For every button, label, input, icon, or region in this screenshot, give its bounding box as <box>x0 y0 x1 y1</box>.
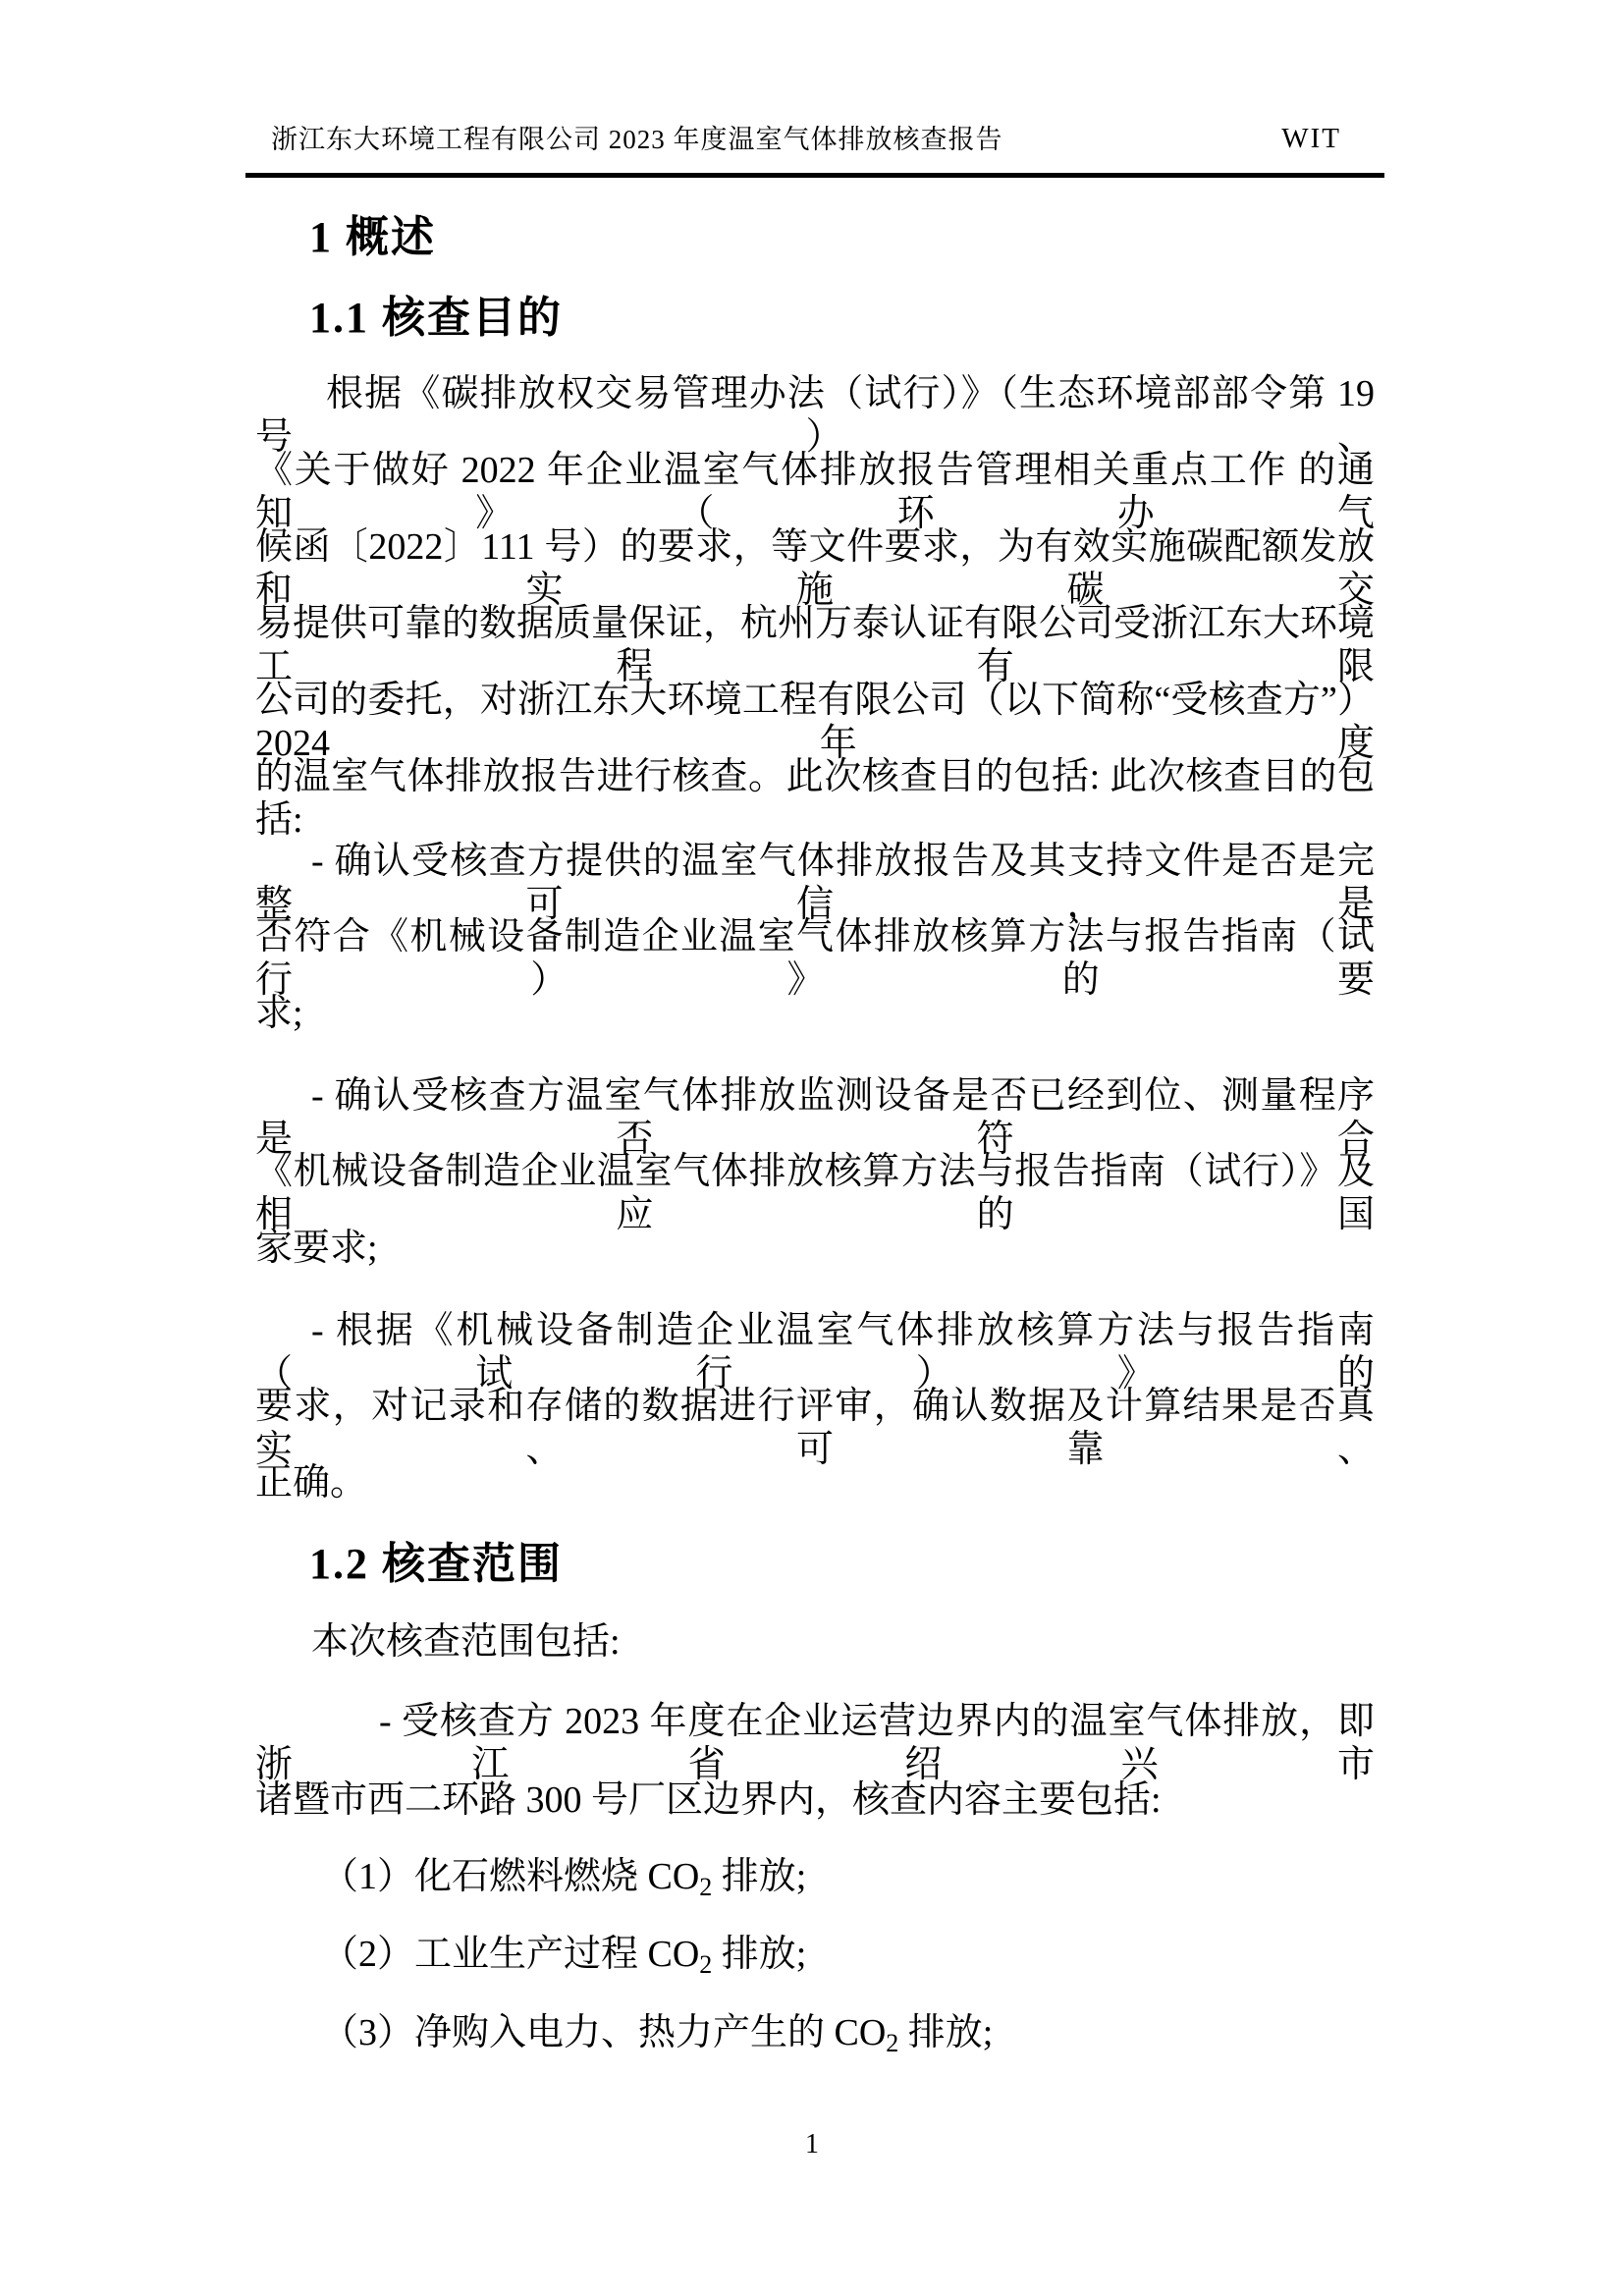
section-heading-1: 1 概述 <box>309 213 436 261</box>
paragraph-line: 否符合《机械设备制造企业温室气体排放核算方法与报告指南（试行）》的要 <box>255 916 1375 1001</box>
list-item-text: 排放; <box>898 2012 994 2053</box>
paragraph-line: 本次核查范围包括: <box>311 1621 621 1663</box>
co2-subscript: 2 <box>699 1873 713 1901</box>
list-item <box>255 2012 1375 2056</box>
paragraph-line: - 受核查方 2023 年度在企业运营边界内的温室气体排放，即浙江省绍兴市 <box>255 1701 1375 1785</box>
paragraph-line: 公司的委托，对浙江东大环境工程有限公司（以下简称“受核查方”）2024 年度 <box>255 680 1375 764</box>
co2-subscript: 2 <box>699 1950 713 1979</box>
list-item-text: 排放; <box>712 1934 807 1975</box>
paragraph-line: 要求，对记录和存储的数据进行评审，确认数据及计算结果是否真实、可靠、 <box>255 1386 1375 1470</box>
paragraph-line: 求; <box>255 993 303 1034</box>
paragraph-line: 正确。 <box>255 1462 368 1503</box>
section-heading-1-2: 1.2 核查范围 <box>309 1540 563 1588</box>
header-title: 浙江东大环境工程有限公司 2023 年度温室气体排放核查报告 <box>271 125 1003 155</box>
paragraph-line: - 确认受核查方提供的温室气体排放报告及其支持文件是否是完整可信，是 <box>255 841 1375 925</box>
page-header <box>245 124 1384 155</box>
paragraph-line: 的温室气体排放报告进行核查。此次核查目的包括: 此次核查目的包括: <box>255 756 1375 841</box>
list-item-text: （3）净购入电力、热力产生的 CO <box>321 2012 887 2053</box>
list-item-text: （2）工业生产过程 CO <box>321 1934 700 1975</box>
header-logo: WIT <box>1281 123 1341 154</box>
paragraph-line: 易提供可靠的数据质量保证，杭州万泰认证有限公司受浙江东大环境工程有限 <box>255 603 1376 687</box>
paragraph-line: - 根据《机械设备制造企业温室气体排放核算方法与报告指南（试行）》的 <box>255 1310 1375 1394</box>
page-number: 1 <box>805 2129 819 2159</box>
paragraph-line: - 确认受核查方温室气体排放监测设备是否已经到位、测量程序是否符合 <box>255 1075 1375 1160</box>
section-heading-1-1: 1.1 核查目的 <box>309 294 563 342</box>
list-item-text: 排放; <box>712 1856 807 1897</box>
list-item <box>255 1856 1375 1900</box>
co2-subscript: 2 <box>886 2029 899 2057</box>
paragraph-line: 根据《碳排放权交易管理办法（试行）》（生态环境部部令第 19 号）、 <box>255 373 1375 458</box>
header-rule <box>245 173 1384 178</box>
paragraph-line: 《机械设备制造企业温室气体排放核算方法与报告指南（试行）》及相应的国 <box>255 1151 1375 1235</box>
list-item <box>255 1934 1375 1978</box>
paragraph-line: 《关于做好 2022 年企业温室气体排放报告管理相关重点工作 的通知》（环办气 <box>255 450 1375 534</box>
paragraph-line: 诸暨市西二环路 300 号厂区边界内，核查内容主要包括: <box>255 1779 1162 1821</box>
list-item-text: （1）化石燃料燃烧 CO <box>321 1856 700 1897</box>
paragraph-line: 候函〔2022〕111 号）的要求，等文件要求，为有效实施碳配额发放和实施碳交 <box>255 526 1375 611</box>
paragraph-line: 家要求; <box>255 1228 378 1269</box>
